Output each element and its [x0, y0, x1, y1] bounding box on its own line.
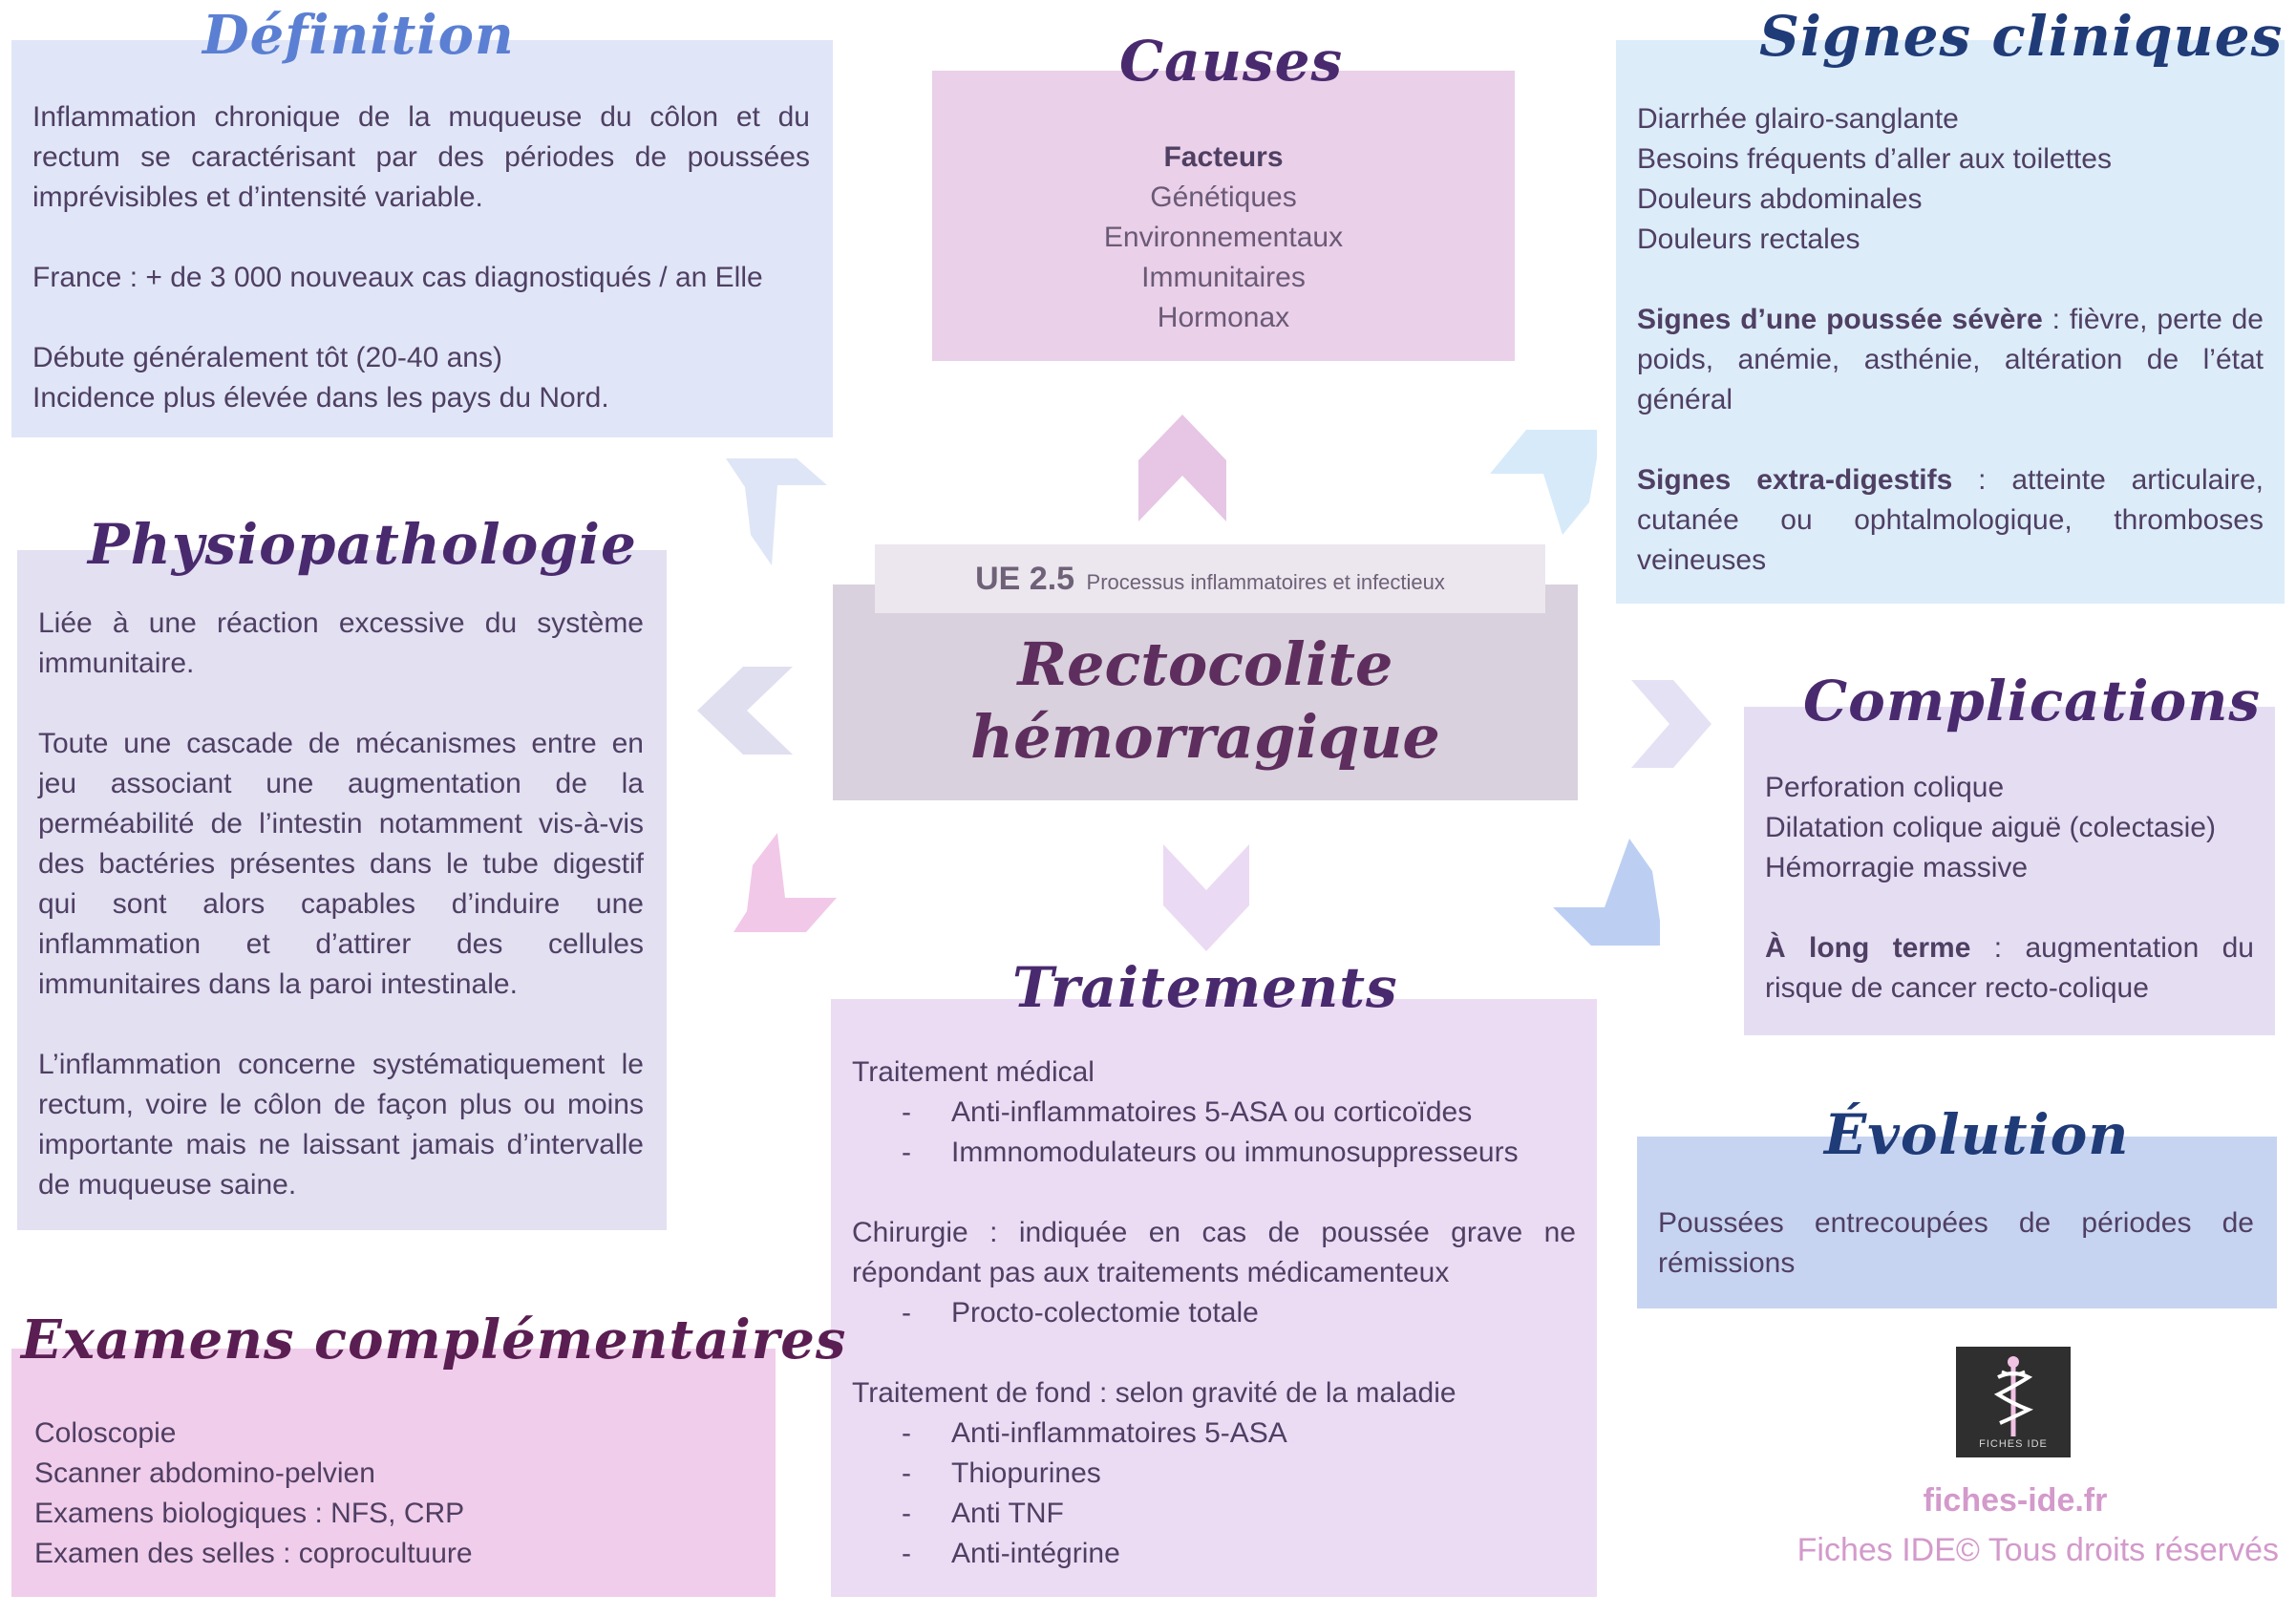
- signes-item: Douleurs rectales: [1637, 223, 1860, 255]
- traitement-medical-label: Traitement médical: [852, 1056, 1095, 1088]
- logo-label: FICHES IDE: [1979, 1438, 2048, 1450]
- center-title-line-2: hémorragique: [970, 702, 1440, 772]
- causes-item: Génétiques: [1150, 181, 1297, 213]
- causes-item: Hormonax: [1157, 302, 1290, 333]
- chirurgie: [852, 1213, 1576, 1293]
- chirurgie-text: : indiquée en cas de poussée grave ne répondant pas aux traitements médicamenteux: [852, 1217, 1576, 1288]
- chevron-up-left-icon: [726, 458, 827, 565]
- caduceus-icon: [1956, 1352, 2071, 1440]
- causes-item: Immunitaires: [1141, 262, 1306, 293]
- physio-box: [17, 550, 667, 1230]
- complications-item: Dilatation colique aiguë (colectasie): [1765, 812, 2216, 843]
- definition-text-2: France : + de 3 000 nouveaux cas diagnostiqués / an Elle: [32, 262, 763, 293]
- causes-item: Environnementaux: [1103, 222, 1344, 253]
- traitement-item: [852, 1494, 1576, 1534]
- complications-long-label: À long terme: [1765, 932, 1971, 964]
- complications-item: Hémorragie massive: [1765, 852, 2029, 883]
- signes-item: Diarrhée glairo-sanglante: [1637, 103, 1959, 135]
- definition-text-4: Incidence plus élevée dans les pays du Nord.: [32, 382, 609, 414]
- signes-extra-text: : atteinte articulaire, cutanée ou ophtalmologique, thromboses veineuses: [1637, 464, 2264, 576]
- ue-name: Processus inflammatoires et infectieux: [1086, 570, 1445, 594]
- signes-extra: [1637, 460, 2264, 581]
- center-title-box: [833, 585, 1578, 800]
- causes-title: Causes: [1119, 29, 1344, 94]
- traitement-item: [852, 1534, 1576, 1574]
- complications-title: Complications: [1803, 669, 2262, 734]
- traitement-item: [852, 1093, 1576, 1133]
- traitement-item-text: Anti-inflammatoires 5-ASA ou corticoïdes: [951, 1096, 1473, 1128]
- physio-text-2: Toute une cascade de mécanismes entre en jeu associant une augmentation de la perméabilité de l’intestin notamment vis-à-vis des bactéries présentes dans le tube digestif qui sont alors capables d’induire une inflammation et d’attirer des cellules immunitaires dans la paroi intestinale.: [38, 728, 644, 1000]
- traitement-item-text: Procto-colectomie totale: [951, 1297, 1259, 1329]
- copyright-text: Fiches IDE© Tous droits réservés: [1796, 1532, 2279, 1568]
- chevron-up-icon: [1138, 415, 1226, 521]
- examens-item: Scanner abdomino-pelvien: [34, 1457, 375, 1489]
- center-title-line-1: Rectocolite: [1017, 629, 1393, 699]
- dash: -: [902, 1538, 911, 1569]
- traitements-title: Traitements: [1012, 955, 1398, 1020]
- causes-box: [932, 71, 1515, 361]
- traitement-item: [852, 1414, 1576, 1454]
- complications-item: Perforation colique: [1765, 772, 2005, 803]
- traitement-item-text: Immnomodulateurs ou immunosuppresseurs: [951, 1137, 1519, 1168]
- dash: -: [902, 1457, 911, 1489]
- chevron-down-icon: [1163, 844, 1249, 951]
- examens-item: Examen des selles : coprocultuure: [34, 1538, 473, 1569]
- center-title: [833, 628, 1578, 774]
- evolution-title: Évolution: [1824, 1102, 2130, 1167]
- evolution-text: Poussées entrecoupées de périodes de rémissions: [1658, 1207, 2254, 1279]
- fiches-ide-logo: [1956, 1347, 2071, 1457]
- definition-text-3: Débute généralement tôt (20-40 ans): [32, 342, 502, 373]
- physio-title: Physiopathologie: [88, 512, 637, 577]
- traitement-item-text: Anti TNF: [951, 1498, 1064, 1529]
- physio-text-3: L’inflammation concerne systématiquement le rectum, voire le côlon de façon plus ou moins importante mais ne laissant jamais d’intervalle de muqueuse saine.: [38, 1049, 644, 1201]
- fond-text: : selon gravité de la maladie: [1091, 1377, 1456, 1409]
- examens-box: [11, 1349, 776, 1597]
- signes-item: Douleurs abdominales: [1637, 183, 1923, 215]
- complications-long: [1765, 928, 2254, 1009]
- chevron-left-icon: [697, 667, 793, 755]
- dash: -: [902, 1096, 911, 1128]
- signes-severe: [1637, 300, 2264, 420]
- causes-heading: Facteurs: [1163, 141, 1284, 173]
- signes-extra-label: Signes extra-digestifs: [1637, 464, 1953, 496]
- ue-code: UE 2.5: [975, 561, 1075, 597]
- complications-box: [1744, 707, 2275, 1035]
- traitement-item-text: Anti-inflammatoires 5-ASA: [951, 1417, 1287, 1449]
- signes-item: Besoins fréquents d’aller aux toilettes: [1637, 143, 2112, 175]
- traitement-item-text: Anti-intégrine: [951, 1538, 1120, 1569]
- site-link[interactable]: fiches-ide.fr: [1923, 1482, 2108, 1519]
- chevron-up-right-icon: [1490, 430, 1597, 535]
- signes-title: Signes cliniques: [1759, 4, 2284, 69]
- signes-severe-text: : fièvre, perte de poids, anémie, asthénie, altération de l’état général: [1637, 304, 2264, 415]
- examens-item: Examens biologiques : NFS, CRP: [34, 1498, 465, 1529]
- chevron-right-icon: [1631, 680, 1711, 768]
- chirurgie-label: Chirurgie: [852, 1217, 968, 1248]
- fond: [852, 1373, 1576, 1414]
- traitements-box: [831, 999, 1597, 1597]
- traitement-item: [852, 1293, 1576, 1333]
- physio-text-1: Liée à une réaction excessive du système immunitaire.: [38, 607, 644, 679]
- traitement-item: [852, 1454, 1576, 1494]
- definition-title: Définition: [202, 4, 515, 67]
- definition-box: [11, 40, 833, 437]
- fond-label: Traitement de fond: [852, 1377, 1092, 1409]
- dash: -: [902, 1137, 911, 1168]
- dash: -: [902, 1498, 911, 1529]
- signes-severe-label: Signes d’une poussée sévère: [1637, 304, 2043, 335]
- definition-text-1: Inflammation chronique de la muqueuse du côlon et du rectum se caractérisant par des périodes de poussées imprévisibles et d’intensité variable.: [32, 101, 810, 213]
- dash: -: [902, 1417, 911, 1449]
- ue-banner: [875, 544, 1545, 613]
- traitement-item: [852, 1133, 1576, 1173]
- complications-long-text: : augmentation du risque de cancer recto-colique: [1765, 932, 2254, 1004]
- dash: -: [902, 1297, 911, 1329]
- examens-title: Examens complémentaires: [21, 1308, 847, 1371]
- traitement-item-text: Thiopurines: [951, 1457, 1101, 1489]
- signes-box: [1616, 40, 2285, 604]
- chevron-down-right-icon: [1553, 839, 1660, 946]
- examens-item: Coloscopie: [34, 1417, 177, 1449]
- chevron-down-left-icon: [733, 833, 837, 932]
